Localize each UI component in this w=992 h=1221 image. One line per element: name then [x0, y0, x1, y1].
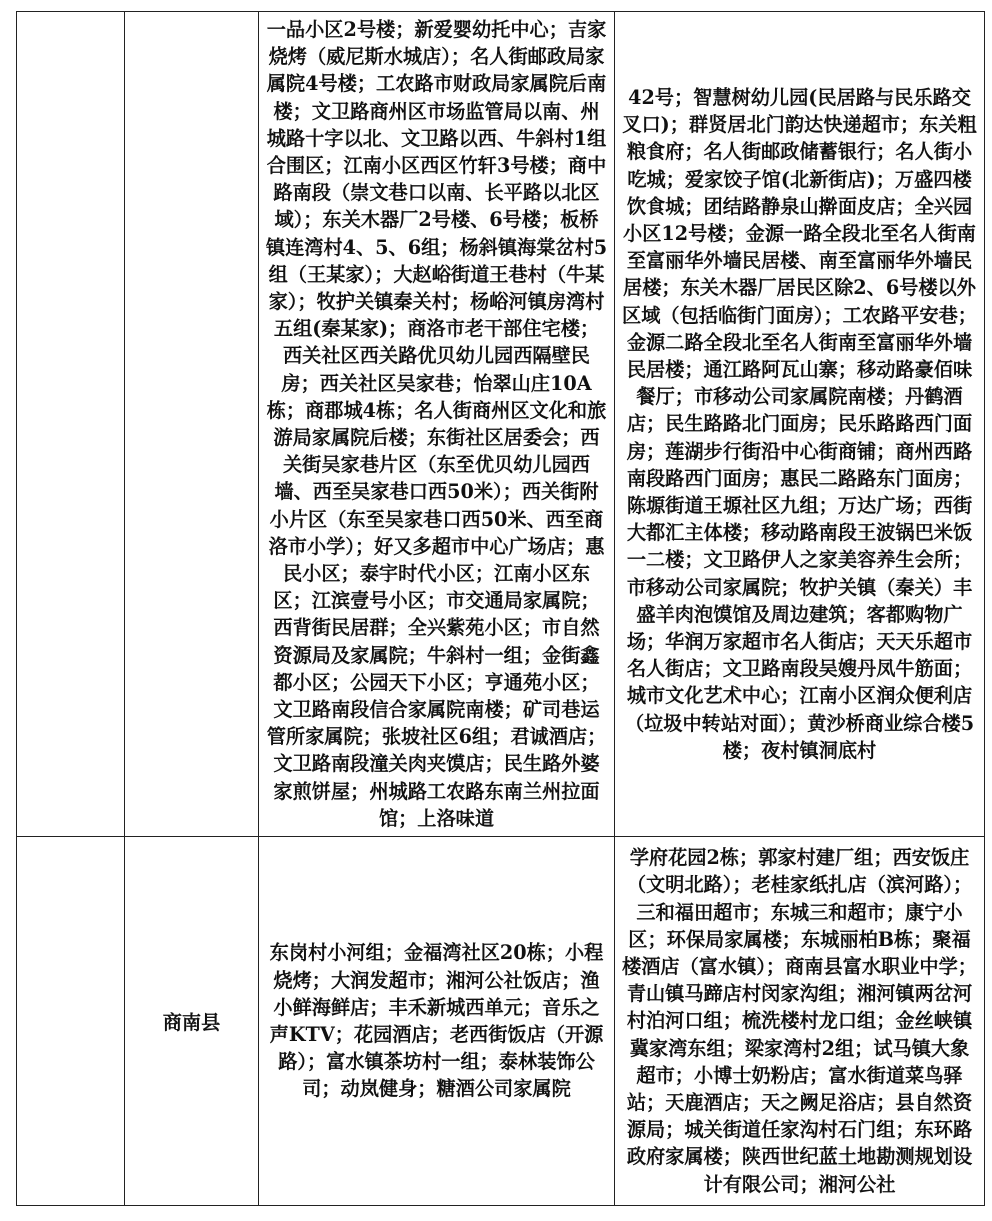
low-risk-places-text: 一品小区2号楼；新爱婴幼托中心；吉家烧烤（威尼斯水城店）；名人街邮政局家属院4号楼；工农路市财政局家属院后南楼；文卫路商州区市场监管局以南、州城路十字以北、文卫路以西、牛斜村1组合围区；江南小区西区竹轩3号楼；商中路南段（崇文巷口以南、长平路以北区域）；东关木器厂2号楼、6号楼；板桥镇连湾村4、5、6组；杨斜镇海棠岔村5组（王某家）；大赵峪街道王巷村（牛某家）；牧护关镇秦关村；杨峪河镇房湾村五组(秦某家)；商洛市老干部住宅楼；西关社区西关路优贝幼儿园西隔壁民房；西关社区吴家巷；怡翠山庄10A栋；商郡城4栋；名人街商州区文化和旅游局家属院后楼；东街社区居委会；西关街吴家巷片区（东至优贝幼儿园西墙、西至吴家巷口西50米）；西关街附小片区（东至吴家巷口西50米、西至商洛市小学）；好又多超市中心广场店；惠民小区；泰宇时代小区；江南小区东区；江滨壹号小区；市交通局家属院；西背街民居群；全兴紫苑小区；市自然资源局及家属院；牛斜村一组；金街鑫都小区；公园天下小区；亨通苑小区；文卫路南段信合家属院南楼；矿司巷运管所家属院；张坡社区6组；君诚酒店；文卫路南段潼关肉夹馍店；民生路外婆家煎饼屋；州城路工农路东南兰州拉面馆；上洛味道 — [265, 17, 608, 830]
other-places-text: 学府花园2栋；郭家村建厂组；西安饭庄（文明北路）；老桂家纸扎店（滨河路）；三和福田超市；东城三和超市；康宁小区；环保局家属楼；东城丽柏B栋；聚福楼酒店（富水镇）；商南县富水职业中学；青山镇马蹄店村闵家沟组；湘河镇两岔河村泊河口组；梳洗楼村龙口组；金丝峡镇冀家湾东组；梁家湾村2组；试马镇大象超市；小博士奶粉店；富水街道菜鸟驿站；天鹿酒店；天之阙足浴店；县自然资源局；城关街道任家沟村石门组；东环路政府家属楼；陕西世纪蓝土地勘测规划设计有限公司；湘河公社 — [622, 846, 977, 1196]
county-cell — [125, 12, 259, 837]
table-row — [17, 12, 985, 837]
risk-area-table — [16, 11, 985, 1206]
county-cell: 商南县 — [125, 837, 259, 1206]
low-risk-places-cell — [259, 837, 615, 1206]
other-places-cell — [615, 12, 985, 837]
other-places-cell — [615, 837, 985, 1206]
other-places-text: 42号；智慧树幼儿园(民居路与民乐路交叉口)；群贤居北门韵达快递超市；东关粗粮食府；名人街邮政储蓄银行；名人街小吃城；爱家饺子馆(北新街店)；万盛四楼饮食城；团结路静泉山擀面皮店；全兴园小区12号楼；金源一路全段北至名人街南至富丽华外墙民居楼、南至富丽华外墙民居楼；东关木器厂居民区除2、6号楼以外区域（包括临街门面房）；工农路平安巷；金源二路全段北至名人街南至富丽华外墙民居楼；通江路阿瓦山寨；移动路豪佰味餐厅；市移动公司家属院南楼；丹鹤酒店；民生路路北门面房；民乐路路西门面房；莲湖步行街沿中心街商铺；商州西路南段路西门面房；惠民二路路东门面房；陈塬街道王塬社区九组；万达广场；西街大都汇主体楼；移动路南段王波锅巴米饭一二楼；文卫路伊人之家美容养生会所；市移动公司家属院；牧护关镇（秦关）丰盛羊肉泡馍馆及周边建筑；客都购物广场；华润万家超市名人街店；天天乐超市名人街店；文卫路南段吴嫂丹凤牛筋面；城市文化艺术中心；江南小区润众便利店（垃圾中转站对面）；黄沙桥商业综合楼5楼；夜村镇洞底村 — [622, 85, 977, 762]
index-cell — [17, 12, 125, 837]
index-cell — [17, 837, 125, 1206]
low-risk-places-cell — [259, 12, 615, 837]
table-row — [17, 837, 985, 1206]
low-risk-places-text: 东岗村小河组；金福湾社区20栋；小程烧烤；大润发超市；湘河公社饭店；渔小鲜海鲜店；丰禾新城西单元；音乐之声KTV；花园酒店；老西街饭店（开源路）；富水镇茶坊村一组；泰林装饰公司；动岚健身；糖酒公司家属院 — [269, 941, 604, 1101]
